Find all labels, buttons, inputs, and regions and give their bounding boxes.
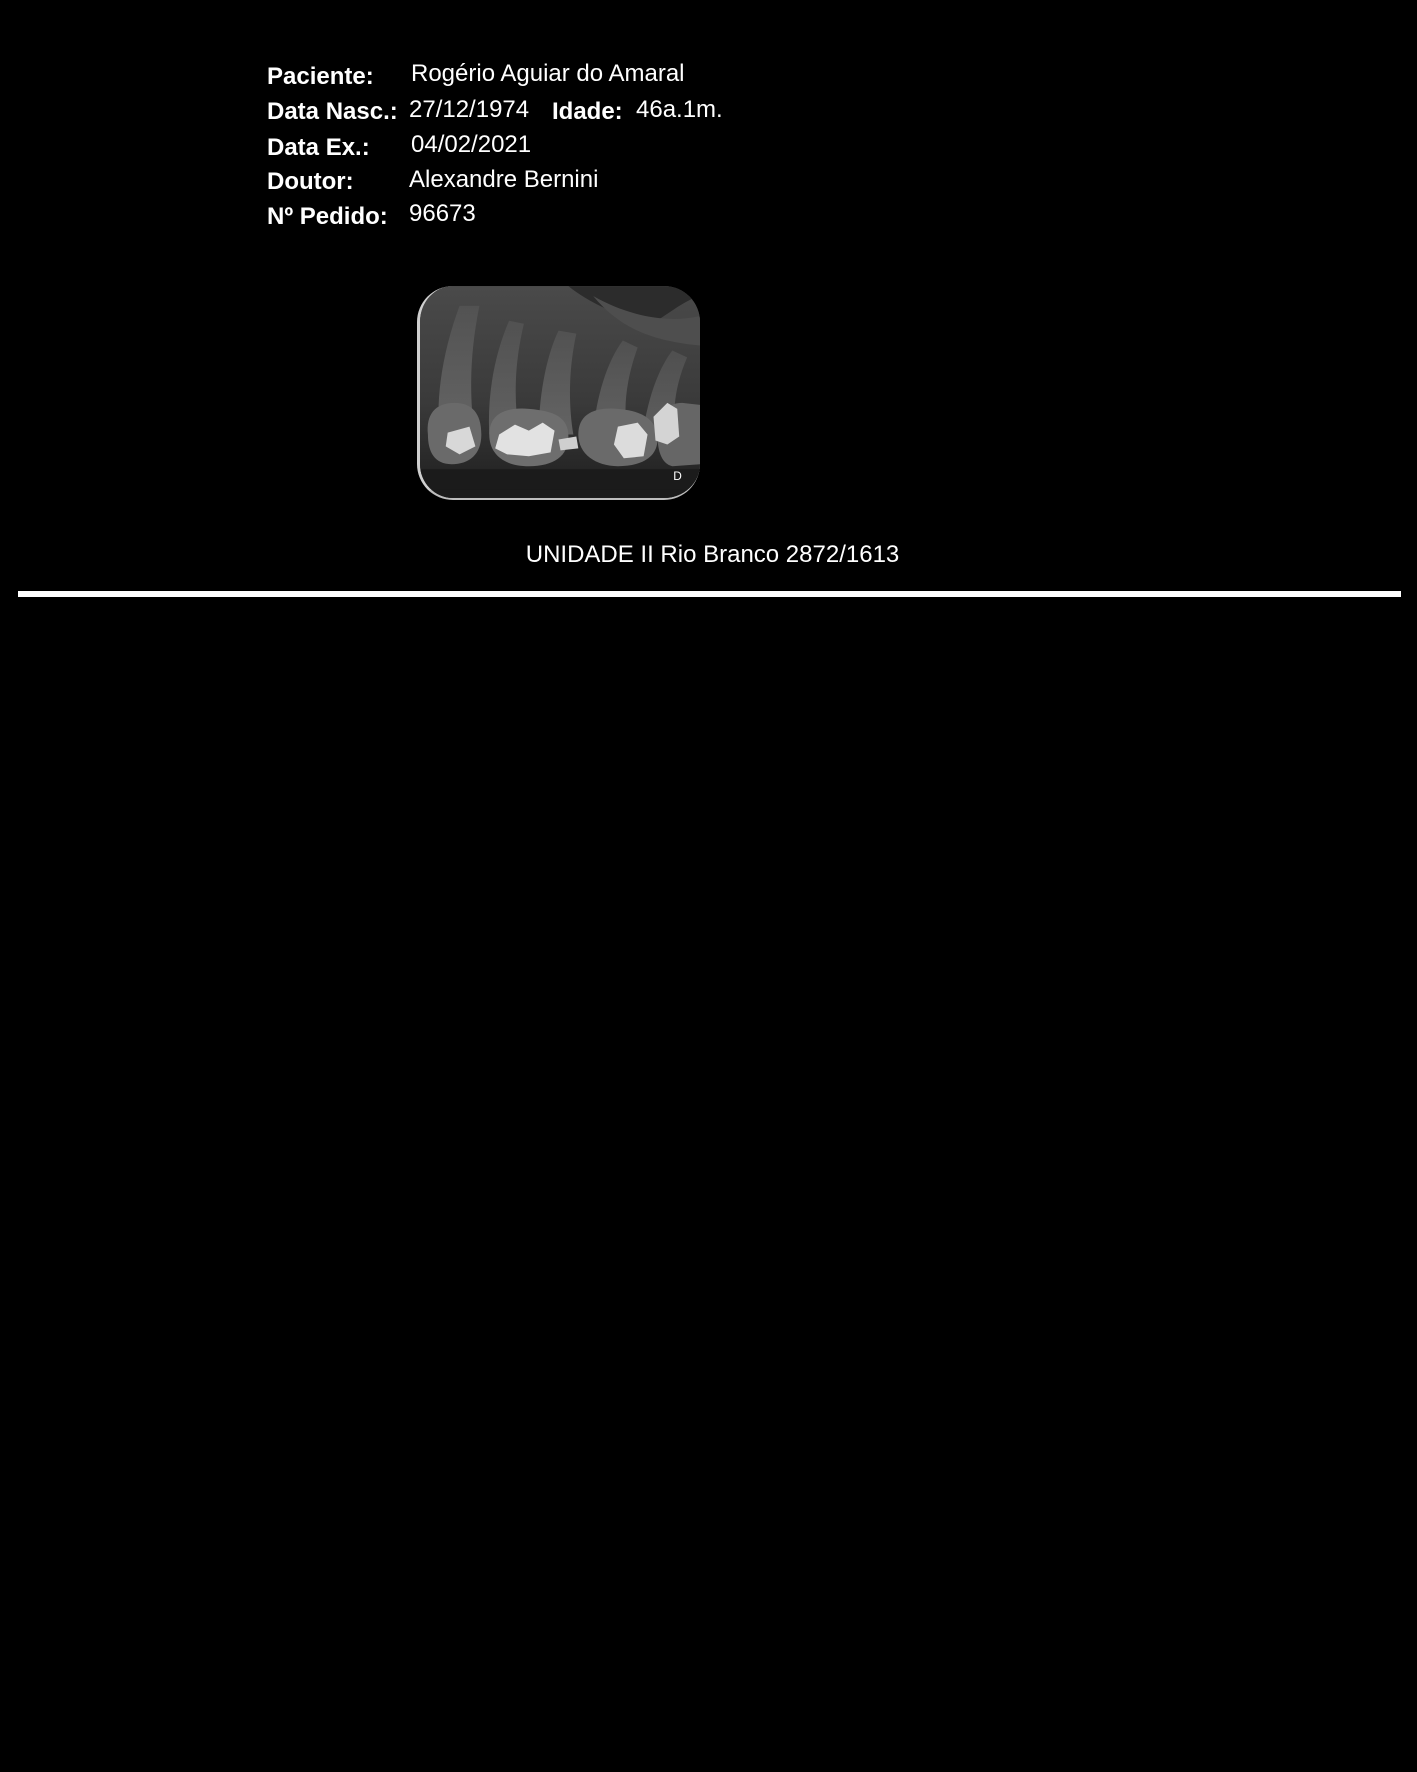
age-label: Idade: <box>552 98 623 125</box>
patient-name-label: Paciente: <box>267 63 374 90</box>
doctor-name: Alexandre Bernini <box>409 166 599 193</box>
doctor-label: Doutor: <box>267 168 354 195</box>
xray-side-marker: D <box>673 469 682 484</box>
order-number-label: Nº Pedido: <box>267 203 388 230</box>
dental-xray-image <box>417 286 700 500</box>
unit-address: UNIDADE II Rio Branco 2872/1613 <box>525 541 900 568</box>
birth-date-label: Data Nasc.: <box>267 98 398 125</box>
age-value: 46a.1m. <box>636 96 723 123</box>
exam-date-label: Data Ex.: <box>267 134 370 161</box>
order-number: 96673 <box>409 200 476 227</box>
exam-date: 04/02/2021 <box>411 131 532 158</box>
patient-name: Rogério Aguiar do Amaral <box>411 60 685 87</box>
birth-date: 27/12/1974 <box>409 96 530 123</box>
xray-graphic <box>420 286 700 498</box>
horizontal-divider <box>18 591 1401 597</box>
